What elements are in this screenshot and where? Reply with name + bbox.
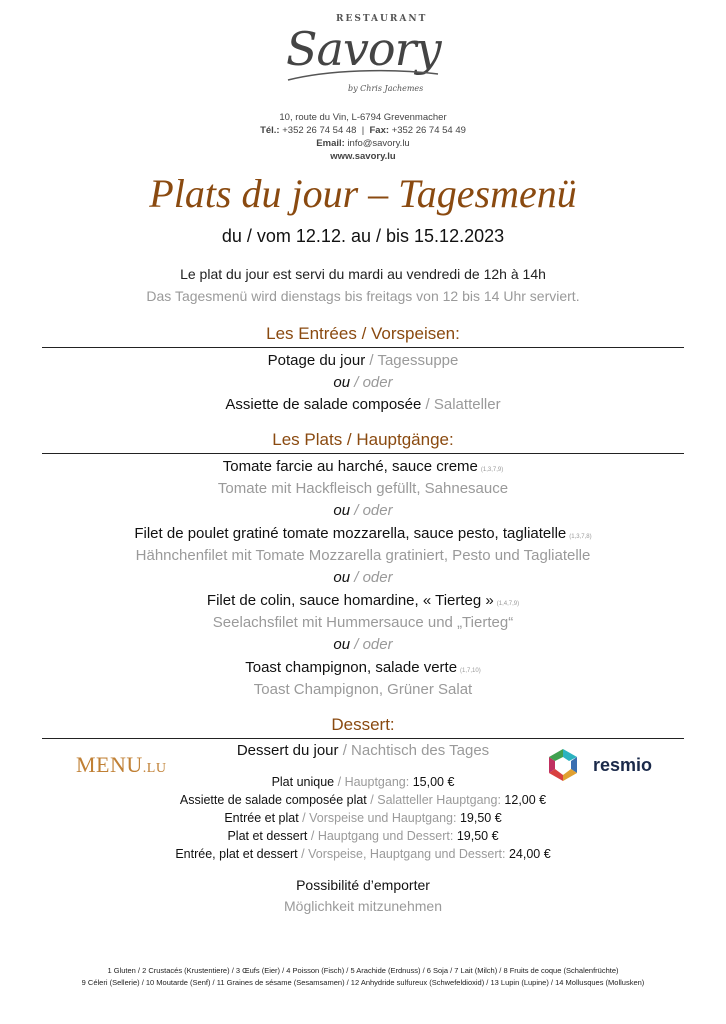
or-line: [0, 636, 726, 653]
dessert-fr: Dessert du jour: [236, 742, 339, 759]
price-fr: Plat et dessert: [227, 829, 308, 843]
or-fr: ou: [333, 636, 351, 653]
price-fr: Entrée et plat: [224, 811, 299, 825]
allergen-codes: (1,3,7,9): [480, 467, 504, 473]
separator: /: [302, 811, 306, 825]
price-line: [0, 775, 726, 789]
logo-restaurant-text: RESTAURANT: [336, 14, 428, 24]
or-fr: ou: [333, 374, 351, 391]
entree-fr: Assiette de salade composée: [225, 396, 422, 413]
section-heading-dessert: Dessert:: [331, 715, 395, 734]
menulu-main: MENU: [76, 752, 143, 777]
price-value: 12,00 €: [504, 793, 547, 807]
plat-fr: Filet de poulet gratiné tomate mozzarella, sauce pesto, tagliatelle: [134, 525, 567, 542]
plat-item-de: Seelachsfilet mit Hummersauce und „Tierteg“: [212, 614, 514, 631]
section-heading-entrees: Les Entrées / Vorspeisen:: [266, 324, 460, 343]
menulu-suffix: .LU: [142, 761, 167, 776]
contact-separator: |: [361, 125, 365, 136]
price-fr: Assiette de salade composée plat: [179, 793, 367, 807]
page-title: Plats du jour – Tagesmenü: [149, 171, 577, 216]
fax-number: +352 26 74 54 49: [391, 125, 466, 136]
logo-swoosh-icon: [278, 66, 448, 86]
separator: /: [337, 775, 342, 789]
plat-item-fr: [0, 525, 726, 542]
separator: /: [370, 793, 374, 807]
separator: /: [310, 829, 315, 843]
address-phone-fax: [0, 124, 726, 137]
price-de: Vorspeise, Hauptgang und Dessert:: [308, 847, 506, 861]
date-start: 12.12.: [295, 226, 346, 246]
or-de: oder: [362, 569, 393, 586]
price-de: Vorspeise und Hauptgang:: [309, 811, 457, 825]
entree-item: [0, 352, 726, 369]
allergen-legend-line1: 1 Gluten / 2 Crustacés (Krustentiere) / 3 Œufs (Eier) / 4 Poisson (Fisch) / 5 Arachide (Erdnuss) / 6 Soja / 7 Lait (Milch) / 8 Fruits de coque (Schalenfrüchte): [107, 966, 619, 975]
price-de: Hauptgang:: [344, 775, 410, 789]
section-divider: [42, 453, 684, 454]
date-end: 15.12.2023: [414, 226, 505, 246]
separator: /: [301, 847, 305, 861]
plat-item-fr: [0, 458, 726, 475]
price-line: [0, 847, 726, 861]
price-fr: Entrée, plat et dessert: [175, 847, 298, 861]
logo-byline: by Chris Jachemes: [348, 84, 424, 93]
price-de: Hauptgang und Dessert:: [317, 829, 454, 843]
section-divider: [42, 738, 684, 739]
intro-fr: Le plat du jour est servi du mardi au vendredi de 12h à 14h: [180, 266, 546, 282]
dessert-de: Nachtisch des Tages: [351, 742, 490, 759]
takeaway-fr: Possibilité d’emporter: [296, 877, 430, 893]
allergen-codes: (1,3,7,8): [569, 534, 592, 540]
separator: /: [354, 502, 359, 519]
date-prefix: du / vom: [221, 226, 291, 246]
tel-label: Tél.:: [260, 125, 280, 136]
email-label: Email:: [316, 138, 345, 149]
plat-item-de: Toast Champignon, Grüner Salat: [253, 681, 473, 698]
section-divider: [42, 347, 684, 348]
price-fr: Plat unique: [271, 775, 335, 789]
plat-item-fr: [0, 592, 726, 609]
price-value: 24,00 €: [508, 847, 551, 861]
entree-fr: Potage du jour: [267, 352, 366, 369]
address-street: 10, route du Vin, L-6794 Grevenmacher: [279, 112, 447, 123]
or-fr: ou: [333, 502, 351, 519]
plat-item-fr: [0, 659, 726, 676]
or-de: oder: [362, 374, 393, 391]
logo-name: Savory: [286, 22, 441, 76]
or-line: [0, 374, 726, 391]
price-line: [0, 811, 726, 825]
address-email: [0, 137, 726, 150]
allergen-legend-line2: 9 Céleri (Sellerie) / 10 Moutarde (Senf) / 11 Graines de sésame (Sesamsamen) / 12 Anhydride sulfureux (Schwefeldioxid) / 13 Lupin (Lupine) / 14 Mollusques (Mollusken): [81, 978, 645, 987]
date-range: [0, 226, 726, 247]
takeaway-de: Möglichkeit mitzunehmen: [284, 898, 442, 914]
separator: /: [425, 396, 430, 413]
or-de: oder: [362, 636, 393, 653]
or-line: [0, 502, 726, 519]
or-fr: ou: [333, 569, 351, 586]
price-value: 19,50 €: [459, 811, 502, 825]
restaurant-logo: [278, 8, 448, 100]
resmio-text: resmio: [593, 755, 653, 775]
allergen-codes: (1,4,7,9): [496, 601, 520, 607]
tel-number: +352 26 74 54 48: [282, 125, 357, 136]
website-link[interactable]: www.savory.lu: [330, 151, 396, 162]
entree-de: Tagessuppe: [377, 352, 459, 369]
separator: /: [354, 636, 359, 653]
allergen-codes: (1,7,10): [460, 668, 481, 674]
entree-de: Salatteller: [433, 396, 501, 413]
price-value: 19,50 €: [456, 829, 499, 843]
price-line: [0, 829, 726, 843]
date-middle: au / bis: [350, 226, 410, 246]
entree-item: [0, 396, 726, 413]
separator: /: [354, 374, 359, 391]
price-line: [0, 793, 726, 807]
separator: /: [369, 352, 374, 369]
plat-item-de: Tomate mit Hackfleisch gefüllt, Sahnesauce: [217, 480, 509, 497]
price-value: 15,00 €: [412, 775, 455, 789]
plat-fr: Toast champignon, salade verte: [245, 659, 458, 676]
intro-de: Das Tagesmenü wird dienstags bis freitags von 12 bis 14 Uhr serviert.: [146, 288, 580, 304]
separator: /: [342, 742, 347, 759]
section-heading-plats: Les Plats / Hauptgänge:: [272, 430, 454, 449]
separator: /: [354, 569, 359, 586]
fax-label: Fax:: [369, 125, 390, 136]
or-line: [0, 569, 726, 586]
plat-fr: Filet de colin, sauce homardine, « Tierteg »: [206, 592, 494, 609]
plat-fr: Tomate farcie au harché, sauce creme: [222, 458, 478, 475]
email-link[interactable]: info@savory.lu: [347, 138, 410, 149]
plat-item-de: Hähnchenfilet mit Tomate Mozzarella gratiniert, Pesto und Tagliatelle: [135, 547, 591, 564]
price-de: Salatteller Hauptgang:: [377, 793, 501, 807]
or-de: oder: [362, 502, 393, 519]
